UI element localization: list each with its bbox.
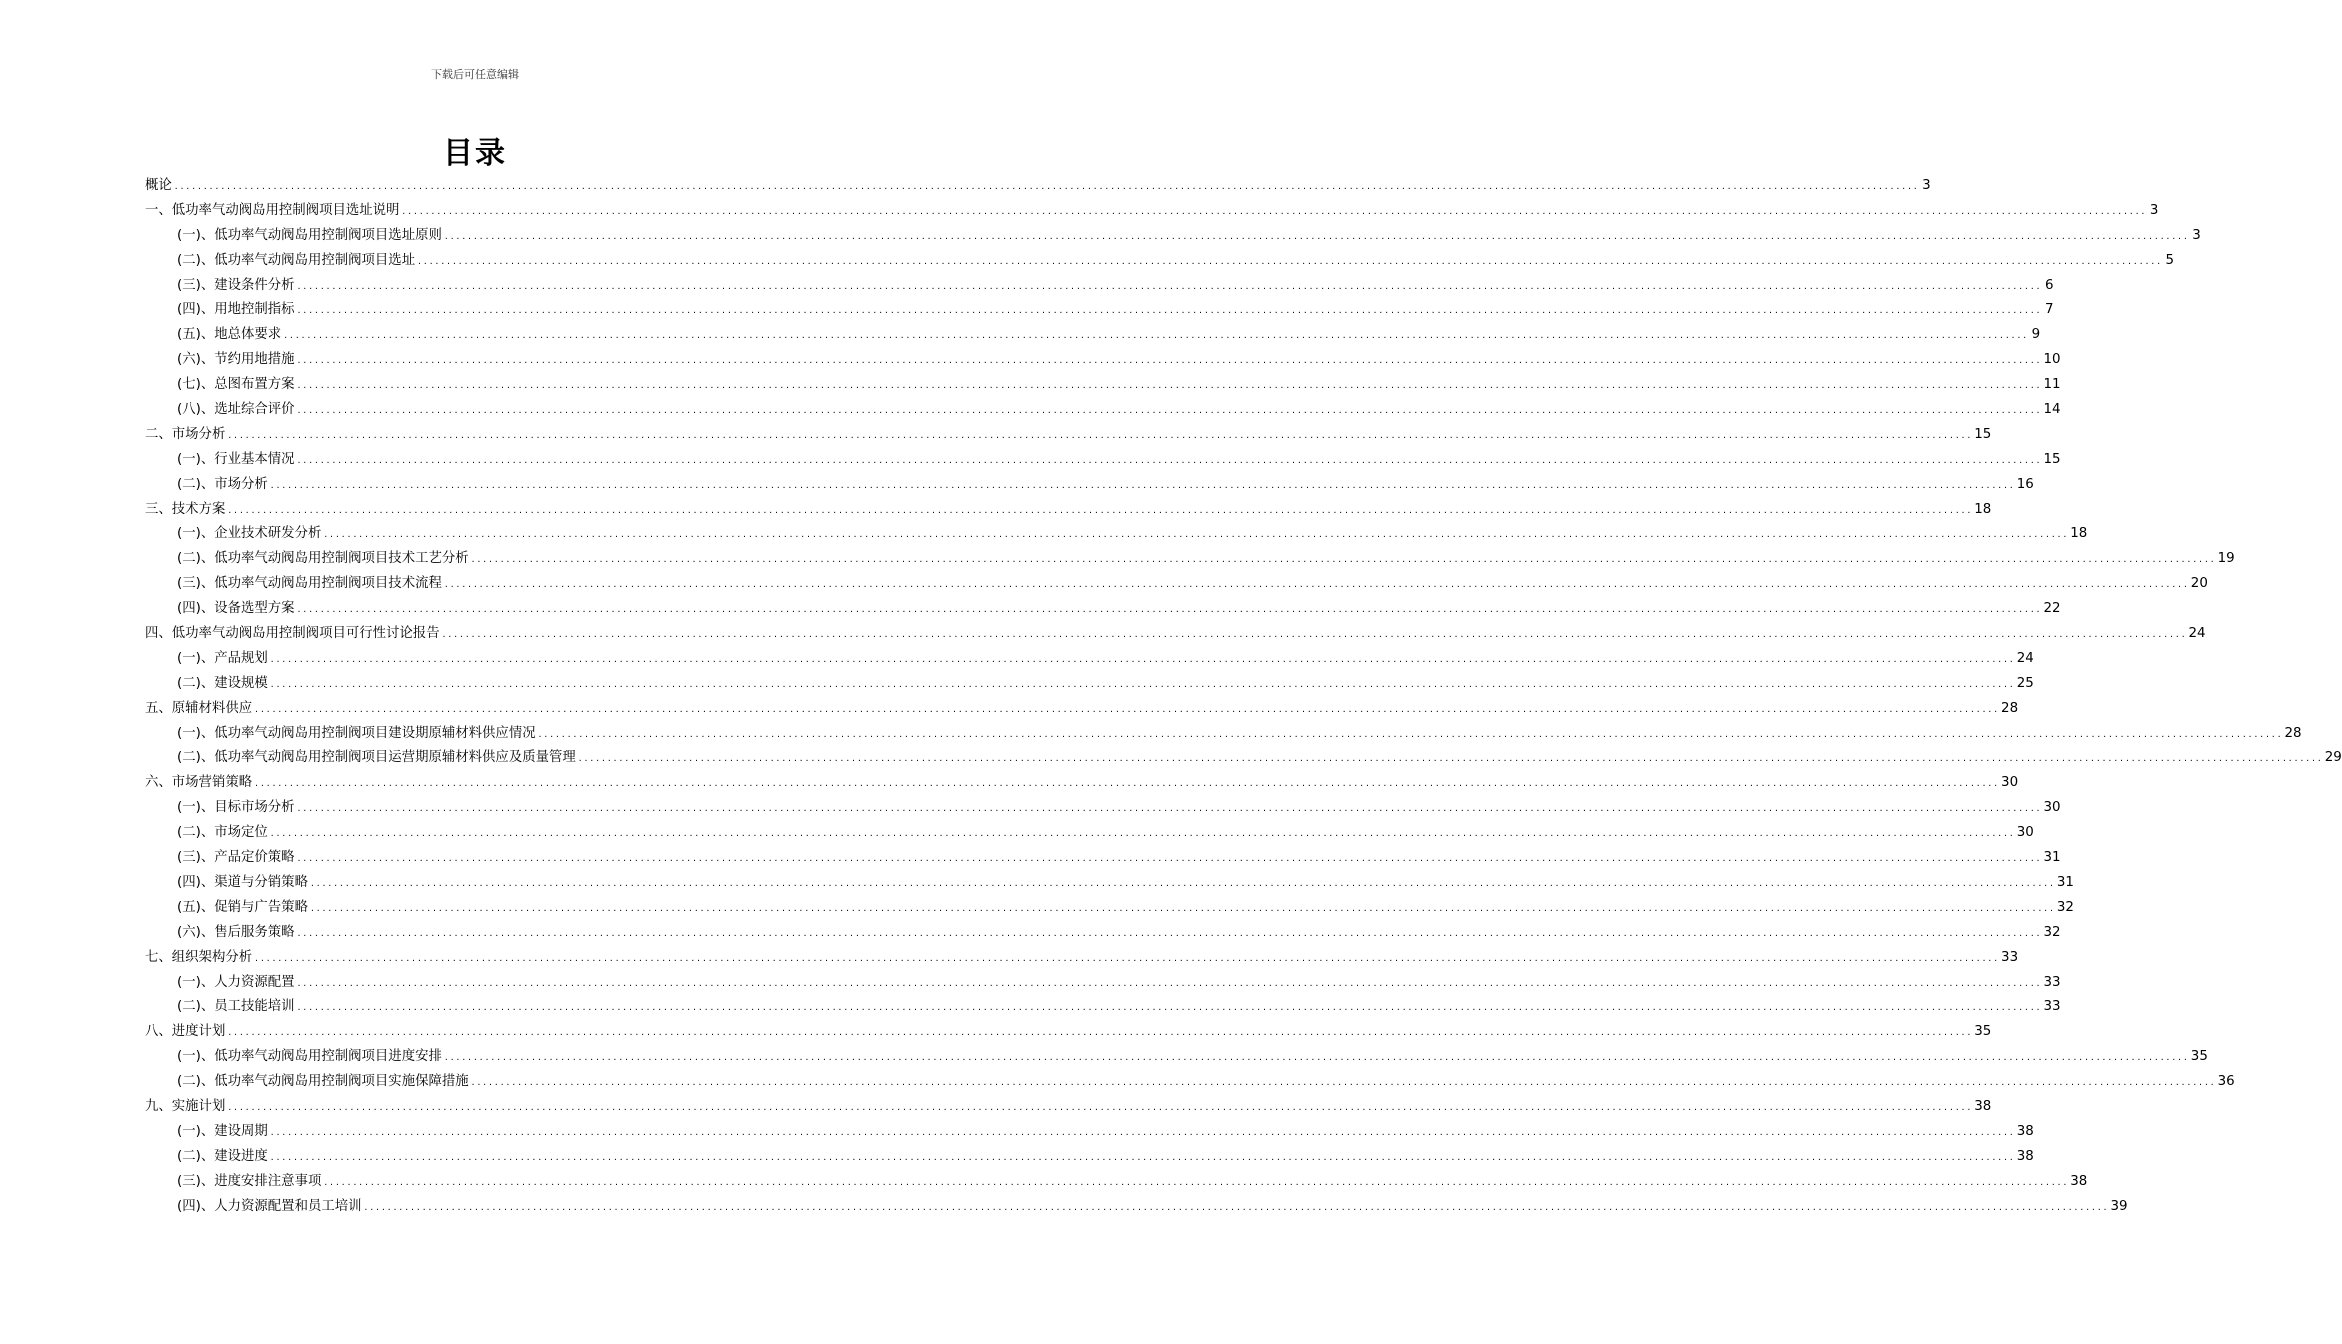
toc-entry[interactable] xyxy=(145,647,2034,672)
toc-entry[interactable] xyxy=(145,1120,2034,1145)
toc-dot-leader: ............................................................................................................................................................................................................................................................................................................ xyxy=(254,704,2000,714)
toc-dot-leader: ............................................................................................................................................................................................................................................................................................................ xyxy=(323,530,2069,540)
toc-entry-label: (四)、人力资源配置和员工培训 xyxy=(177,1198,362,1214)
toc-entry[interactable] xyxy=(145,896,2074,921)
toc-entry[interactable] xyxy=(145,1195,2128,1220)
toc-entry[interactable] xyxy=(145,274,2054,299)
toc-entry[interactable] xyxy=(145,697,2019,722)
toc-entry-label: (三)、低功率气动阀岛用控制阀项目技术流程 xyxy=(177,576,442,592)
toc-dot-leader: ............................................................................................................................................................................................................................................................................................................ xyxy=(283,331,2029,341)
toc-dot-leader: ............................................................................................................................................................................................................................................................................................................ xyxy=(227,430,1973,440)
toc-entry-label: 八、进度计划 xyxy=(145,1024,226,1040)
toc-entry-page: 32 xyxy=(2056,899,2074,915)
toc-entry[interactable] xyxy=(145,547,2235,572)
toc-dot-leader: ............................................................................................................................................................................................................................................................................................................ xyxy=(296,406,2042,416)
toc-entry-page: 38 xyxy=(2016,1123,2034,1139)
toc-entry-label: (三)、产品定价策略 xyxy=(177,850,295,866)
toc-entry[interactable] xyxy=(145,448,2061,473)
toc-entry[interactable] xyxy=(145,722,2302,747)
toc-entry-label: (四)、设备选型方案 xyxy=(177,601,295,617)
toc-dot-leader: ............................................................................................................................................................................................................................................................................................................ xyxy=(537,729,2283,739)
toc-entry-label: (四)、用地控制指标 xyxy=(177,302,295,318)
toc-entry[interactable] xyxy=(145,921,2061,946)
toc-dot-leader: ............................................................................................................................................................................................................................................................................................................ xyxy=(296,978,2042,988)
toc-entry-label: 五、原辅材料供应 xyxy=(145,700,253,716)
toc-entry-label: (一)、行业基本情况 xyxy=(177,451,295,467)
toc-entry-page: 14 xyxy=(2043,402,2061,418)
toc-dot-leader: ............................................................................................................................................................................................................................................................................................................ xyxy=(269,654,2015,664)
toc-entry-label: 七、组织架构分析 xyxy=(145,949,253,965)
toc-entry-label: (七)、总图布置方案 xyxy=(177,377,295,393)
toc-entry-label: 三、技术方案 xyxy=(145,501,226,517)
toc-entry-page: 3 xyxy=(1922,178,1931,193)
toc-entry[interactable] xyxy=(145,771,2019,796)
toc-dot-leader: ............................................................................................................................................................................................................................................................................................................ xyxy=(296,854,2042,864)
toc-entry[interactable] xyxy=(145,473,2034,498)
toc-entry-label: (二)、员工技能培训 xyxy=(177,999,295,1015)
toc-dot-leader: ............................................................................................................................................................................................................................................................................................................ xyxy=(269,480,2015,490)
toc-dot-leader: ............................................................................................................................................................................................................................................................................................................ xyxy=(296,1003,2042,1013)
toc-entry-label: 二、市场分析 xyxy=(145,426,226,442)
toc-entry-page: 33 xyxy=(2043,999,2061,1015)
toc-entry-label: 六、市场营销策略 xyxy=(145,775,253,791)
toc-entry[interactable] xyxy=(145,821,2034,846)
toc-entry[interactable] xyxy=(145,498,1992,523)
toc-entry-label: (六)、售后服务策略 xyxy=(177,924,295,940)
toc-entry-page: 32 xyxy=(2043,924,2061,940)
toc-entry-page: 18 xyxy=(2070,526,2088,542)
toc-entry-label: (二)、市场定位 xyxy=(177,825,268,841)
toc-entry-label: 概论 xyxy=(145,178,172,193)
toc-dot-leader: ............................................................................................................................................................................................................................................................................................................ xyxy=(296,381,2042,391)
toc-entry-label: (一)、低功率气动阀岛用控制阀项目建设期原辅材料供应情况 xyxy=(177,725,536,741)
toc-entry-page: 25 xyxy=(2016,675,2034,691)
toc-entry[interactable] xyxy=(145,622,2206,647)
toc-entry[interactable] xyxy=(145,871,2074,896)
toc-entry-page: 15 xyxy=(1974,426,1992,442)
toc-dot-leader: ............................................................................................................................................................................................................................................................................................................ xyxy=(470,555,2216,565)
toc-dot-leader: ............................................................................................................................................................................................................................................................................................................ xyxy=(323,1177,2069,1187)
toc-dot-leader: ............................................................................................................................................................................................................................................................................................................ xyxy=(443,580,2189,590)
toc-entry-label: (三)、建设条件分析 xyxy=(177,277,295,293)
toc-entry-label: 九、实施计划 xyxy=(145,1098,226,1114)
toc-entry-label: (二)、低功率气动阀岛用控制阀项目选址 xyxy=(177,252,416,268)
toc-entry-label: 四、低功率气动阀岛用控制阀项目可行性讨论报告 xyxy=(145,626,440,642)
toc-dot-leader: ............................................................................................................................................................................................................................................................................................................ xyxy=(577,754,2323,764)
toc-entry[interactable] xyxy=(145,373,2061,398)
toc-entry-page: 5 xyxy=(2165,252,2175,268)
toc-dot-leader: ............................................................................................................................................................................................................................................................................................................ xyxy=(417,256,2163,266)
toc-entry-label: (二)、低功率气动阀岛用控制阀项目技术工艺分析 xyxy=(177,551,469,567)
toc-dot-leader: ............................................................................................................................................................................................................................................................................................................ xyxy=(363,1202,2109,1212)
toc-entry-label: (五)、地总体要求 xyxy=(177,327,282,343)
table-of-contents xyxy=(145,174,2342,1219)
toc-entry-page: 33 xyxy=(2001,949,2019,965)
toc-entry-page: 22 xyxy=(2043,601,2061,617)
toc-entry-label: 一、低功率气动阀岛用控制阀项目选址说明 xyxy=(145,202,400,218)
toc-dot-leader: ............................................................................................................................................................................................................................................................................................................ xyxy=(269,1127,2015,1137)
toc-entry[interactable] xyxy=(145,522,2088,547)
toc-dot-leader: ............................................................................................................................................................................................................................................................................................................ xyxy=(296,455,2042,465)
toc-dot-leader: ............................................................................................................................................................................................................................................................................................................ xyxy=(296,928,2042,938)
toc-entry-label: (二)、低功率气动阀岛用控制阀项目实施保障措施 xyxy=(177,1074,469,1090)
toc-entry[interactable] xyxy=(145,224,2201,249)
toc-entry-page: 19 xyxy=(2217,551,2235,567)
toc-dot-leader: ............................................................................................................................................................................................................................................................................................................ xyxy=(227,1028,1973,1038)
toc-entry-label: (一)、低功率气动阀岛用控制阀项目选址原则 xyxy=(177,227,442,243)
toc-entry[interactable] xyxy=(145,1070,2235,1095)
toc-entry-page: 7 xyxy=(2044,302,2054,318)
toc-entry-label: (二)、建设进度 xyxy=(177,1148,268,1164)
toc-entry-page: 11 xyxy=(2043,377,2061,393)
toc-entry[interactable] xyxy=(145,597,2061,622)
toc-dot-leader: ............................................................................................................................................................................................................................................................................................................ xyxy=(296,605,2042,615)
toc-entry-page: 35 xyxy=(2190,1049,2208,1065)
toc-entry-page: 15 xyxy=(2043,451,2061,467)
toc-entry-page: 38 xyxy=(2070,1173,2088,1189)
toc-entry-page: 38 xyxy=(2016,1148,2034,1164)
toc-dot-leader: ............................................................................................................................................................................................................................................................................................................ xyxy=(401,206,2147,216)
toc-entry-page: 31 xyxy=(2056,874,2074,890)
toc-entry-page: 28 xyxy=(2284,725,2302,741)
toc-entry[interactable] xyxy=(145,174,1931,199)
toc-entry[interactable] xyxy=(145,423,1992,448)
toc-entry-page: 20 xyxy=(2190,576,2208,592)
toc-entry-label: (八)、选址综合评价 xyxy=(177,402,295,418)
toc-entry[interactable] xyxy=(145,348,2061,373)
toc-entry-label: (六)、节约用地措施 xyxy=(177,352,295,368)
toc-dot-leader: ............................................................................................................................................................................................................................................................................................................ xyxy=(309,903,2055,913)
toc-dot-leader: ............................................................................................................................................................................................................................................................................................................ xyxy=(254,953,2000,963)
toc-entry[interactable] xyxy=(145,746,2342,771)
toc-entry[interactable] xyxy=(145,1145,2034,1170)
toc-entry[interactable] xyxy=(145,796,2061,821)
toc-entry-page: 24 xyxy=(2016,650,2034,666)
toc-dot-leader: ............................................................................................................................................................................................................................................................................................................ xyxy=(269,1152,2015,1162)
toc-entry-page: 39 xyxy=(2110,1198,2128,1214)
toc-dot-leader: ............................................................................................................................................................................................................................................................................................................ xyxy=(296,281,2042,291)
toc-entry-label: (一)、企业技术研发分析 xyxy=(177,526,322,542)
toc-entry-page: 33 xyxy=(2043,974,2061,990)
toc-entry-page: 30 xyxy=(2016,825,2034,841)
toc-entry[interactable] xyxy=(145,672,2034,697)
toc-entry-page: 3 xyxy=(2192,227,2201,243)
toc-dot-leader: ............................................................................................................................................................................................................................................................................................................ xyxy=(309,878,2055,888)
toc-entry-label: (一)、低功率气动阀岛用控制阀项目进度安排 xyxy=(177,1049,442,1065)
toc-entry-label: (二)、市场分析 xyxy=(177,476,268,492)
toc-dot-leader: ............................................................................................................................................................................................................................................................................................................ xyxy=(227,505,1973,515)
toc-entry[interactable] xyxy=(145,1095,1992,1120)
toc-entry-label: (一)、建设周期 xyxy=(177,1123,268,1139)
toc-entry-page: 29 xyxy=(2324,750,2342,766)
toc-dot-leader: ............................................................................................................................................................................................................................................................................................................ xyxy=(296,356,2042,366)
toc-dot-leader: ............................................................................................................................................................................................................................................................................................................ xyxy=(269,679,2015,689)
toc-entry-label: (三)、进度安排注意事项 xyxy=(177,1173,322,1189)
toc-entry-label: (一)、人力资源配置 xyxy=(177,974,295,990)
toc-entry[interactable] xyxy=(145,1170,2088,1195)
toc-entry-label: (二)、低功率气动阀岛用控制阀项目运营期原辅材料供应及质量管理 xyxy=(177,750,576,766)
toc-entry-label: (一)、目标市场分析 xyxy=(177,800,295,816)
toc-title: 目录 xyxy=(443,136,507,171)
toc-entry-page: 24 xyxy=(2188,626,2206,642)
toc-dot-leader: ............................................................................................................................................................................................................................................................................................................ xyxy=(269,829,2015,839)
toc-entry-page: 28 xyxy=(2001,700,2019,716)
toc-entry[interactable] xyxy=(145,249,2175,274)
toc-entry[interactable] xyxy=(145,1020,1992,1045)
toc-dot-leader: ............................................................................................................................................................................................................................................................................................................ xyxy=(470,1078,2216,1088)
toc-entry[interactable] xyxy=(145,846,2061,871)
toc-entry[interactable] xyxy=(145,971,2061,996)
toc-entry[interactable] xyxy=(145,398,2061,423)
toc-entry-page: 6 xyxy=(2044,277,2054,293)
toc-dot-leader: ............................................................................................................................................................................................................................................................................................................ xyxy=(296,804,2042,814)
toc-dot-leader: ............................................................................................................................................................................................................................................................................................................ xyxy=(227,1102,1973,1112)
toc-entry-page: 36 xyxy=(2217,1074,2235,1090)
toc-entry[interactable] xyxy=(145,199,2159,224)
toc-dot-leader: ............................................................................................................................................................................................................................................................................................................ xyxy=(296,306,2042,316)
toc-entry-page: 38 xyxy=(1974,1098,1992,1114)
toc-entry[interactable] xyxy=(145,323,2041,348)
toc-dot-leader: ............................................................................................................................................................................................................................................................................................................ xyxy=(173,182,1919,191)
toc-entry[interactable] xyxy=(145,946,2019,971)
toc-entry-page: 10 xyxy=(2043,352,2061,368)
toc-dot-leader: ............................................................................................................................................................................................................................................................................................................ xyxy=(443,231,2189,241)
header-note: 下载后可任意编辑 xyxy=(431,68,519,81)
toc-entry[interactable] xyxy=(145,995,2061,1020)
toc-entry-label: (五)、促销与广告策略 xyxy=(177,899,308,915)
toc-entry-page: 30 xyxy=(2043,800,2061,816)
toc-entry-page: 16 xyxy=(2016,476,2034,492)
toc-dot-leader: ............................................................................................................................................................................................................................................................................................................ xyxy=(441,630,2187,640)
toc-entry-page: 31 xyxy=(2043,850,2061,866)
toc-entry-label: (一)、产品规划 xyxy=(177,650,268,666)
toc-entry-page: 18 xyxy=(1974,501,1992,517)
toc-entry[interactable] xyxy=(145,298,2054,323)
toc-entry[interactable] xyxy=(145,572,2208,597)
toc-entry-page: 35 xyxy=(1974,1024,1992,1040)
toc-dot-leader: ............................................................................................................................................................................................................................................................................................................ xyxy=(443,1053,2189,1063)
toc-entry-page: 30 xyxy=(2001,775,2019,791)
toc-entry-page: 9 xyxy=(2031,327,2041,343)
toc-entry-label: (二)、建设规模 xyxy=(177,675,268,691)
toc-entry-label: (四)、渠道与分销策略 xyxy=(177,874,308,890)
toc-entry-page: 3 xyxy=(2149,202,2159,218)
toc-entry[interactable] xyxy=(145,1045,2208,1070)
toc-dot-leader: ............................................................................................................................................................................................................................................................................................................ xyxy=(254,779,2000,789)
